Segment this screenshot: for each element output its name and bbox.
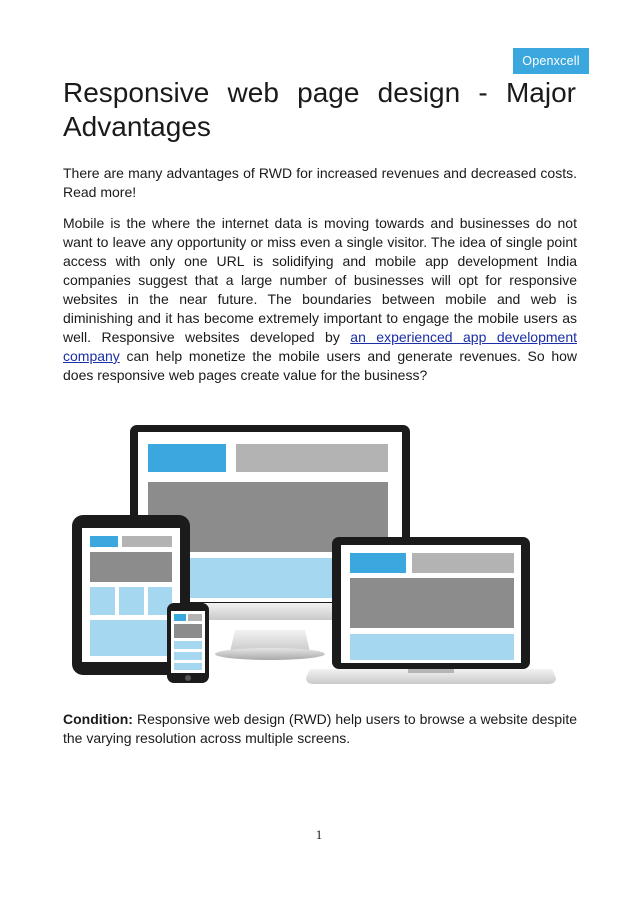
- responsive-devices-illustration: [70, 420, 570, 690]
- smartphone-icon: [167, 603, 209, 683]
- laptop-icon: [306, 537, 556, 684]
- page-number: 1: [315, 827, 323, 842]
- openxcell-logo: Openxcell: [513, 48, 589, 74]
- condition-text: Responsive web design (RWD) help users to browse a website despite the varying resolution across multiple screens.: [63, 711, 578, 746]
- page-title: Responsive web page design - Major Advantages: [63, 77, 576, 142]
- condition-paragraph: [63, 710, 577, 748]
- body-paragraph: [63, 214, 577, 385]
- condition-label: Condition:: [63, 711, 133, 727]
- body-text-before-link: Mobile is the where the internet data is moving towards and businesses do not want to leave any opportunity or miss even a single visitor. The idea of single point access with only one URL is solidifying and mobile app development India companies suggest that a large number of businesses will opt for responsive websites in the near future. The boundaries between mobile and web is diminishing and it has become extremely important to engage the mobile users as well. Responsive websites developed by: [63, 215, 577, 345]
- intro-paragraph: There are many advantages of RWD for increased revenues and decreased costs. Read more!: [63, 165, 577, 200]
- app-development-company-link[interactable]: an experienced app development company: [63, 329, 577, 364]
- body-text-after-link: can help monetize the mobile users and generate revenues. So how does responsive web pages create value for the business?: [63, 348, 577, 383]
